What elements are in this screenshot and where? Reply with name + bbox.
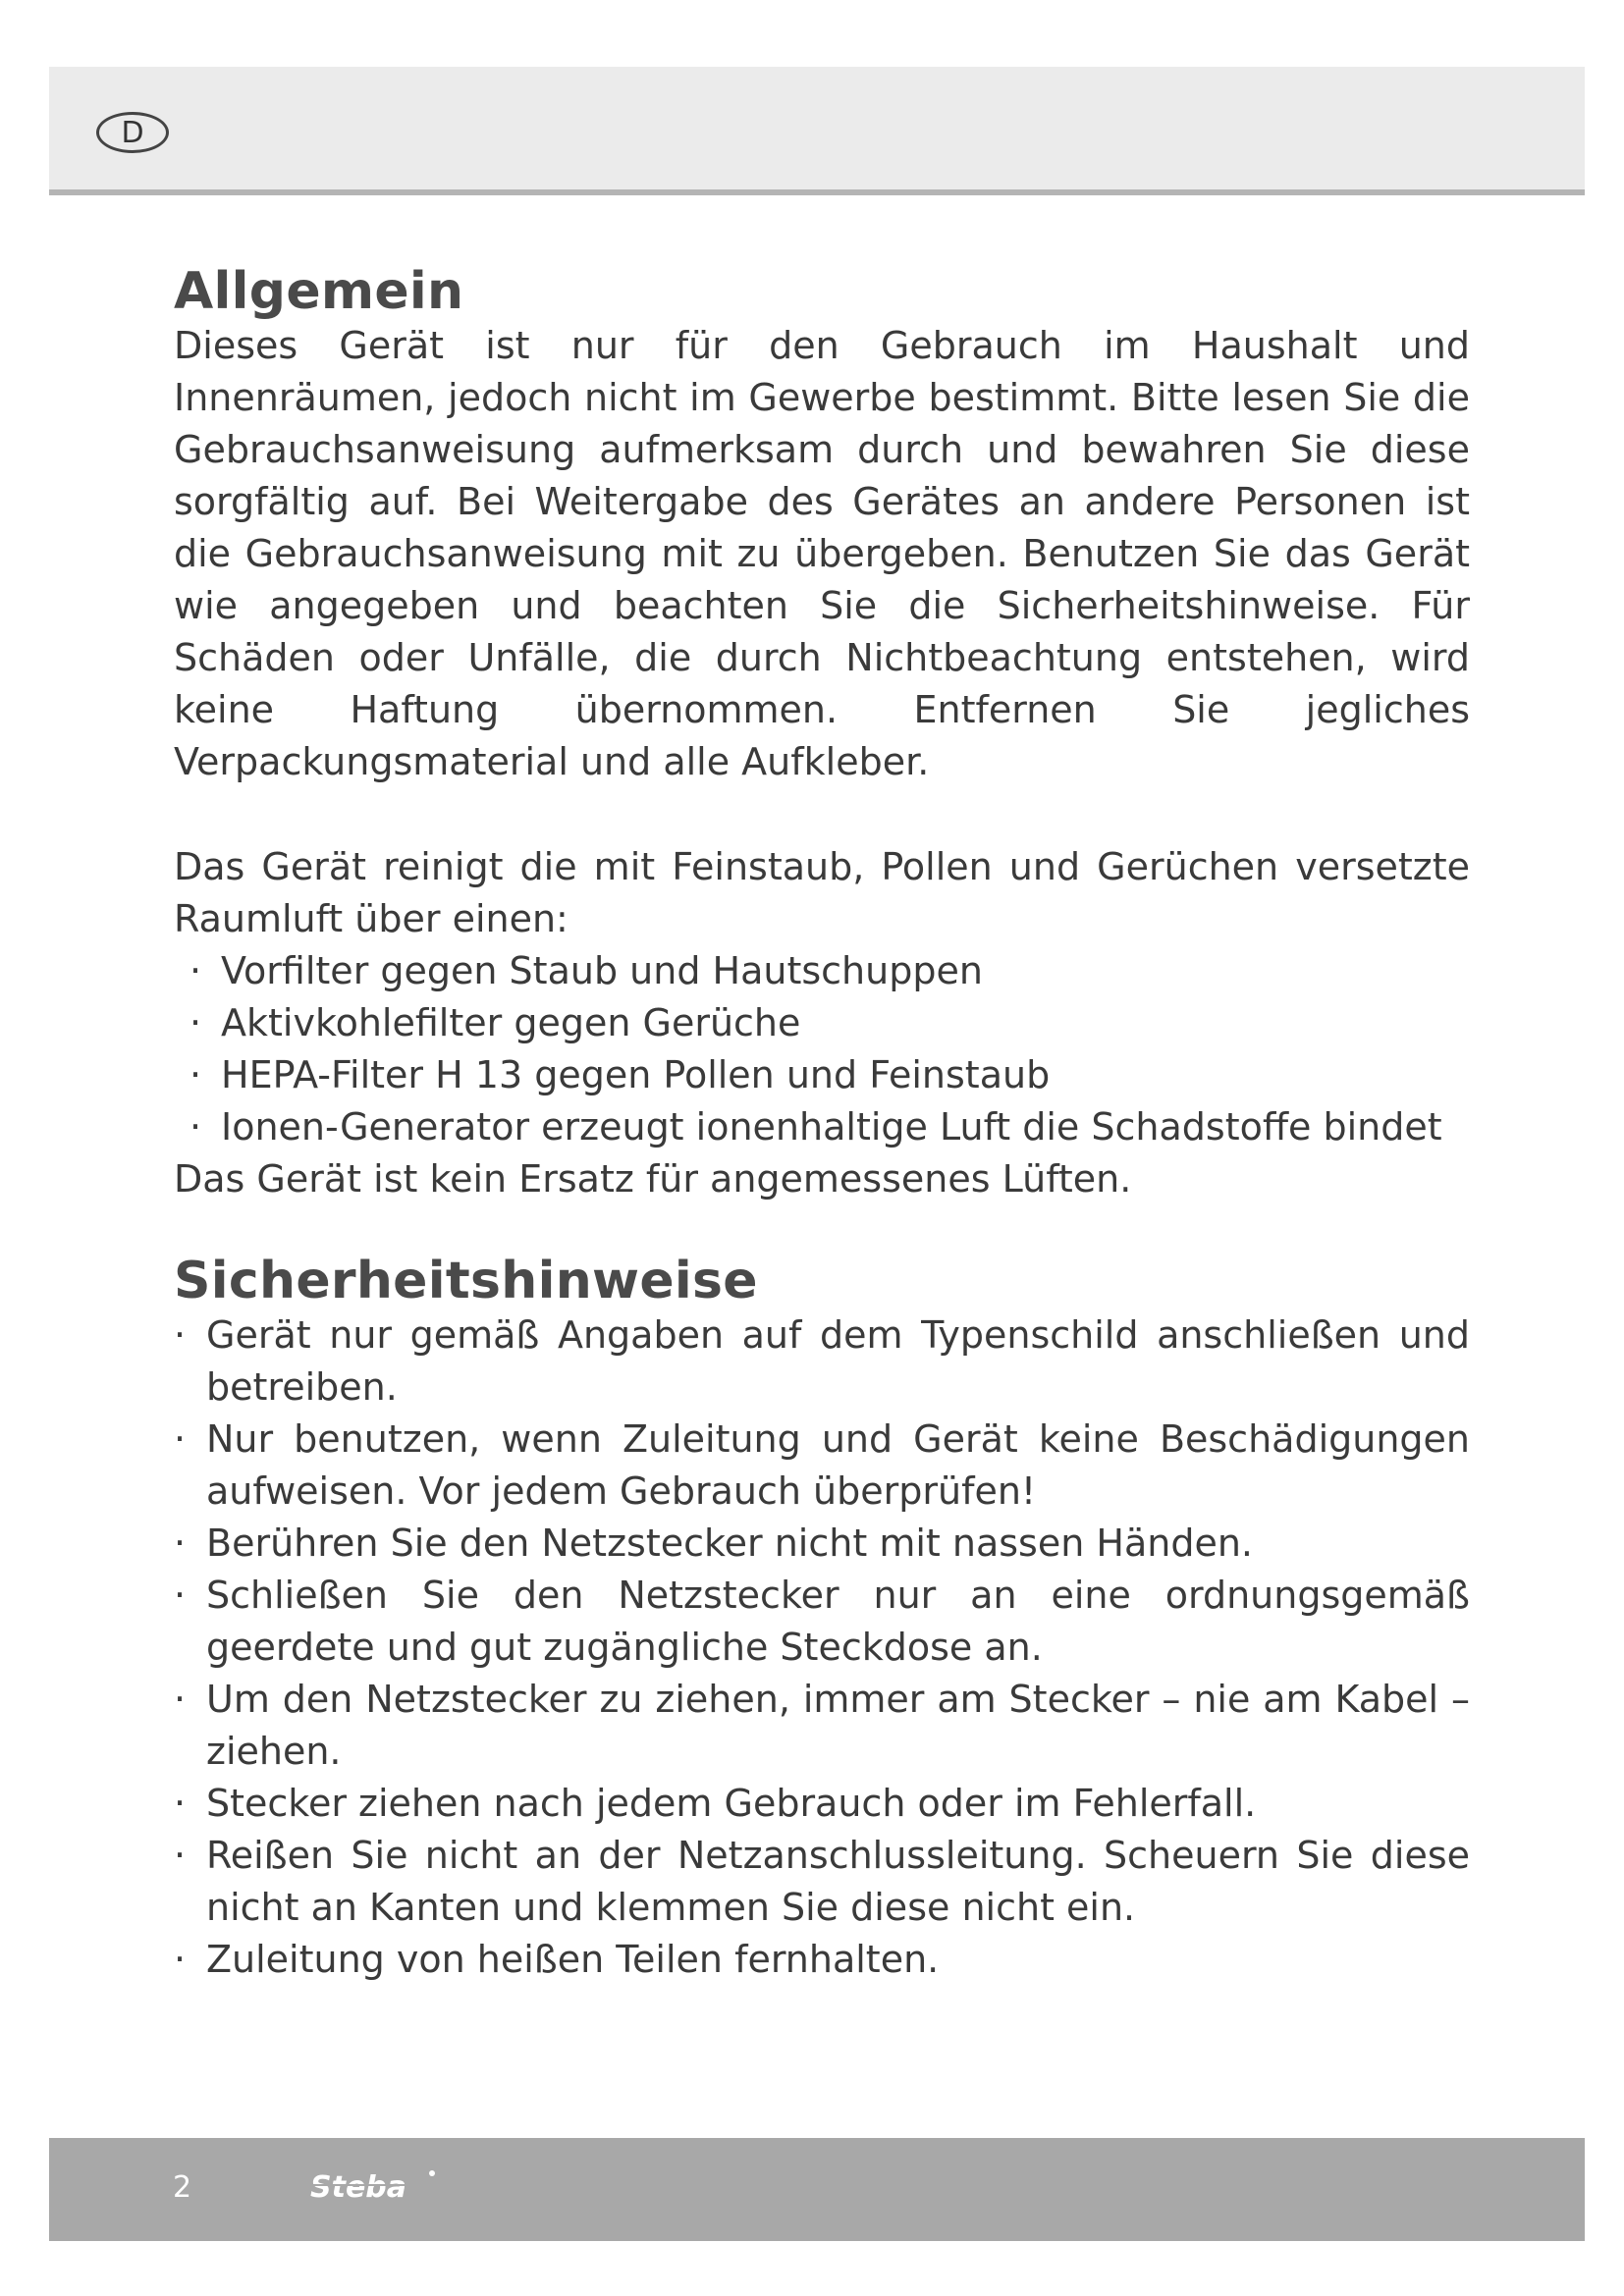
list-item: · Um den Netzstecker zu ziehen, immer am Stecker – nie am Kabel – ziehen.: [174, 1678, 1470, 1774]
page-footer: [49, 2138, 1585, 2241]
steba-logo-icon: [306, 2163, 463, 2211]
svg-text:Steba: Steba: [310, 2170, 407, 2205]
list-item: · Stecker ziehen nach jedem Gebrauch oder im Fehlerfall.: [174, 1782, 1257, 1826]
page-content: [174, 263, 1470, 1986]
list-item: · Nur benutzen, wenn Zuleitung und Gerät keine Beschädigungen aufweisen. Vor jedem Gebrauch überprüfen!: [174, 1417, 1470, 1514]
list-item: · Zuleitung von heißen Teilen fernhalten.: [174, 1938, 940, 1982]
filter-list: [174, 945, 1470, 1153]
filter-intro-paragraph: Das Gerät reinigt die mit Feinstaub, Pollen und Gerüchen versetzte Raumluft über einen:: [174, 845, 1470, 941]
section-title-sicherheitshinweise: Sicherheitshinweise: [174, 1252, 758, 1311]
list-item: · Aktivkohlefilter gegen Gerüche: [189, 1001, 801, 1045]
page-number: 2: [173, 2170, 192, 2205]
list-item: · Vorfilter gegen Staub und Hautschuppen: [189, 949, 983, 993]
list-item: · Schließen Sie den Netzstecker nur an eine ordnungsgemäß geerdete und gut zugängliche Steckdose an.: [174, 1574, 1470, 1670]
list-item: · Berühren Sie den Netzstecker nicht mit nassen Händen.: [174, 1522, 1253, 1566]
list-item: · Reißen Sie nicht an der Netzanschlussleitung. Scheuern Sie diese nicht an Kanten und klemmen Sie diese nicht ein.: [174, 1834, 1470, 1930]
intro-paragraph: Dieses Gerät ist nur für den Gebrauch im Haushalt und Innenräumen, jedoch nicht im Gewerbe bestimmt. Bitte lesen Sie die Gebrauchsanweisung aufmerksam durch und bewahren Sie diese sorgfältig auf. Bei Weitergabe des Gerätes an andere Personen ist die Gebrauchsanweisung mit zu übergeben. Benutzen Sie das Gerät wie angegeben und beachten Sie die Sicherheitshinweise. Für Schäden oder Unfälle, die durch Nichtbeachtung entstehen, wird keine Haftung übernommen. Entfernen Sie jegliches Verpackungsmaterial und alle Aufkleber.: [174, 324, 1470, 784]
language-badge: D: [96, 112, 169, 153]
list-item: · HEPA-Filter H 13 gegen Pollen und Feinstaub: [189, 1053, 1051, 1097]
safety-list: [174, 1309, 1470, 1986]
closing-note: Das Gerät ist kein Ersatz für angemessenes Lüften.: [174, 1157, 1132, 1201]
list-item: · Ionen-Generator erzeugt ionenhaltige Luft die Schadstoffe bindet: [189, 1105, 1442, 1149]
list-item: · Gerät nur gemäß Angaben auf dem Typenschild anschließen und betreiben.: [174, 1313, 1470, 1410]
section-title-allgemein: Allgemein: [174, 262, 464, 321]
page-header: [49, 67, 1585, 195]
